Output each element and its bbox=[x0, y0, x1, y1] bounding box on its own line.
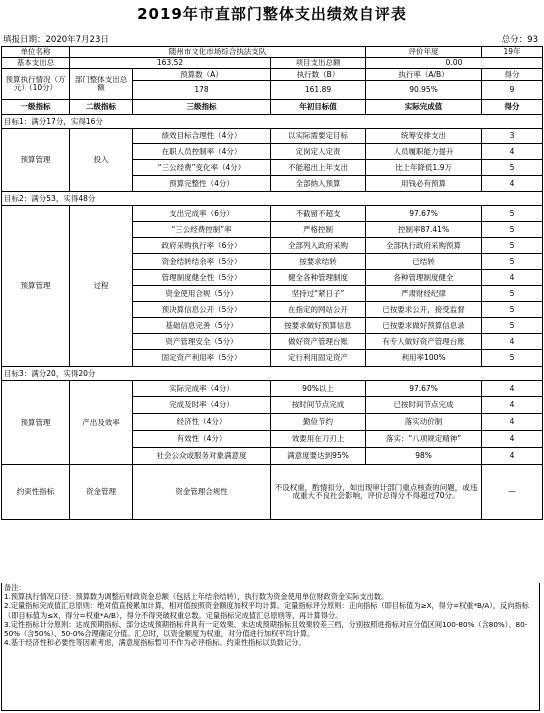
actual-cell: 严肃财经纪律 bbox=[366, 286, 482, 302]
score-cell: 5 bbox=[482, 350, 543, 367]
target-cell: 定行利用固定资产 bbox=[271, 350, 366, 367]
year-label: 评价年度 bbox=[366, 47, 482, 58]
level2-cell: 过程 bbox=[70, 206, 133, 367]
table-row bbox=[2, 206, 543, 222]
score-cell: 5 bbox=[482, 302, 543, 318]
score-cell: 4 bbox=[482, 397, 543, 414]
indicator-cell: 支出完成率（6分） bbox=[133, 206, 271, 222]
section1-heading-row bbox=[2, 115, 543, 129]
target-cell: 在指定的网站公开 bbox=[271, 302, 366, 318]
actual-cell: 已按要求公开，接受监督 bbox=[366, 302, 482, 318]
actual-cell: 已按时间节点完成 bbox=[366, 397, 482, 414]
target-cell: 按要求结转 bbox=[271, 254, 366, 270]
col-header: 一级指标 bbox=[2, 100, 70, 115]
constraint-level3: 资金管理合规性 bbox=[133, 465, 271, 520]
indicator-cell: “三公经费控制”率 bbox=[133, 222, 271, 238]
actual-cell: 统筹安排支出 bbox=[366, 129, 482, 144]
score-cell: 4 bbox=[482, 381, 543, 397]
actual-cell: 97.67% bbox=[366, 381, 482, 397]
budget-label: 预算执行情况（万元）（10分） bbox=[2, 69, 70, 100]
budget-header-row bbox=[2, 69, 543, 81]
col-header: 二级指标 bbox=[70, 100, 133, 115]
indicator-cell: 资金结转结余率（5分） bbox=[133, 254, 271, 270]
indicator-cell: “三公经费”变化率（4分） bbox=[133, 160, 271, 176]
constraint-level2: 资金管理 bbox=[70, 465, 133, 520]
evaluation-table bbox=[1, 46, 543, 520]
note-item: 4.基于经济性和必要性等因素考虑，满意度指标暂可不作为必评指标。约束性指标以负数记分。 bbox=[4, 638, 306, 648]
level1-cell: 预算管理 bbox=[2, 206, 70, 367]
indicator-cell: 社会公众或服务对象满意度 bbox=[133, 448, 271, 465]
header-row-unit bbox=[2, 47, 543, 58]
level2-cell: 投入 bbox=[70, 129, 133, 192]
score-cell: 4 bbox=[482, 414, 543, 431]
target-cell: 效要用在刀刃上 bbox=[271, 431, 366, 448]
col-header: 实际完成值 bbox=[366, 100, 482, 115]
year-value: 19年 bbox=[482, 47, 543, 58]
score-cell: 4 bbox=[482, 270, 543, 286]
target-cell: 以实际需要定目标 bbox=[271, 129, 366, 144]
target-cell: 健全各种管理制度 bbox=[271, 270, 366, 286]
note-item: 2.定量指标完成值汇总原则：绝对值直接累加计算，相对值按照资金额度加权平均计算。定量指标评分原则：正向指标（即目标值为≥X，得分=权重*B/A），反向指标（即目标值为≤X，得分=权重*A/B），得分不得突破权重总数。定量指标完成值汇总原则等，再计算得分。 bbox=[4, 601, 529, 620]
target-cell: 不能超出上年支出 bbox=[271, 160, 366, 176]
level1-cell: 预算管理 bbox=[2, 129, 70, 192]
indicator-cell: 实际完成率（4分） bbox=[133, 381, 271, 397]
unit-label: 单位名称 bbox=[2, 47, 70, 58]
target-cell: 90%以上 bbox=[271, 381, 366, 397]
indicator-cell: 在职人员控制率（4分） bbox=[133, 144, 271, 160]
indicator-cell: 预算完整性（4分） bbox=[133, 176, 271, 192]
col-rate: 执行率（A/B） bbox=[366, 69, 482, 81]
column-header-row bbox=[2, 100, 543, 115]
val-score: 9 bbox=[482, 81, 543, 100]
header-row-basic bbox=[2, 58, 543, 69]
project-value: 0.00 bbox=[366, 58, 543, 69]
notes bbox=[1, 583, 540, 711]
indicator-cell: 固定资产利用率（5分） bbox=[133, 350, 271, 367]
actual-cell: 控制率87.41% bbox=[366, 222, 482, 238]
note-item: 1.预算执行情况口径：预算数为调整后财政资金总额（包括上年结余结转），执行数为资金使用单位财政资金实际支出数。 bbox=[4, 592, 389, 602]
target-cell: 全部纳入预算 bbox=[271, 176, 366, 192]
col-exec: 执行数（B） bbox=[271, 69, 366, 81]
section1-heading: 目标1：满分17分，实得16分 bbox=[2, 115, 543, 129]
total-score: 总分：93 bbox=[501, 35, 538, 45]
target-cell: 全部列入政府采购 bbox=[271, 238, 366, 254]
score-cell: 3 bbox=[482, 129, 543, 144]
table-row bbox=[2, 129, 543, 144]
score-cell: 4 bbox=[482, 431, 543, 448]
actual-cell: 人员履职能力提升 bbox=[366, 144, 482, 160]
indicator-cell: 管理制度健全性（5分） bbox=[133, 270, 271, 286]
actual-cell: 98% bbox=[366, 448, 482, 465]
score-cell: 5 bbox=[482, 254, 543, 270]
indicator-cell: 完成及时率（4分） bbox=[133, 397, 271, 414]
target-cell: 满意度要达到95% bbox=[271, 448, 366, 465]
indicator-cell: 资产管理安全（5分） bbox=[133, 334, 271, 350]
val-rate: 90.95% bbox=[366, 81, 482, 100]
indicator-cell: 资金使用合规（5分） bbox=[133, 286, 271, 302]
actual-cell: 全部执行政府采购预算 bbox=[366, 238, 482, 254]
target-cell: 严格控制 bbox=[271, 222, 366, 238]
col-budget: 预算数（A） bbox=[133, 69, 271, 81]
section3-heading-row bbox=[2, 367, 543, 381]
basic-value: 163.52 bbox=[70, 58, 271, 69]
dept-total-label: 部门整体支出总额 bbox=[70, 69, 133, 100]
score-cell: 5 bbox=[482, 222, 543, 238]
col-header: 年初目标值 bbox=[271, 100, 366, 115]
target-cell: 定岗定人定责 bbox=[271, 144, 366, 160]
val-exec: 161.89 bbox=[271, 81, 366, 100]
target-cell: 做好资产管理台账 bbox=[271, 334, 366, 350]
col-header: 三级指标 bbox=[133, 100, 271, 115]
col-header: 得分 bbox=[482, 100, 543, 115]
score-cell: 5 bbox=[482, 238, 543, 254]
score-cell: 4 bbox=[482, 448, 543, 465]
actual-cell: 利用率100% bbox=[366, 350, 482, 367]
col-score: 得分 bbox=[482, 69, 543, 81]
fill-date: 填报日期：2020年7月23日 bbox=[3, 35, 109, 45]
indicator-cell: 基础信息完善（5分） bbox=[133, 318, 271, 334]
indicator-cell: 绩效目标合理性（4分） bbox=[133, 129, 271, 144]
section2-heading: 目标2：满分53，实得48分 bbox=[2, 192, 543, 206]
target-cell: 勤俭节约 bbox=[271, 414, 366, 431]
constraint-label: 约束性指标 bbox=[2, 465, 70, 520]
notes-title: 备注： bbox=[4, 583, 26, 592]
section3-heading: 目标3：满分20，实得20分 bbox=[2, 367, 543, 381]
score-cell: 5 bbox=[482, 286, 543, 302]
target-cell: 不截留不超支 bbox=[271, 206, 366, 222]
actual-cell: 已按要求做好预算信息录 bbox=[366, 318, 482, 334]
actual-cell: 比上年降低1.9万 bbox=[366, 160, 482, 176]
table-row bbox=[2, 381, 543, 397]
note-item: 3.定性指标计分原则：达成预期指标、部分达成预期指标并具有一定效果、未达成预期指标且效果较差三档，分别按照进指标对应分值区间100-80%（含80%）、80-50%（含50%）、50-0%合理确定分值。汇总时，以资金额度为权重，对分值进行加权平均计算。 bbox=[4, 619, 528, 639]
level1-cell: 预算管理 bbox=[2, 381, 70, 465]
target-cell: 坚持过“紧日子” bbox=[271, 286, 366, 302]
target-cell: 按时间节点完成 bbox=[271, 397, 366, 414]
actual-cell: 97.67% bbox=[366, 206, 482, 222]
indicator-cell: 经济性（4分） bbox=[133, 414, 271, 431]
unit-name: 随州市文化市场综合执法支队 bbox=[70, 47, 366, 58]
basic-label: 基本支出总 bbox=[2, 58, 70, 69]
actual-cell: 已结转 bbox=[366, 254, 482, 270]
actual-cell: 落实：“八项规定精神” bbox=[366, 431, 482, 448]
target-cell: 按要求做好预算信息 bbox=[271, 318, 366, 334]
score-cell: 4 bbox=[482, 334, 543, 350]
indicator-cell: 预决算信息公开（5分） bbox=[133, 302, 271, 318]
level2-cell: 产出及效率 bbox=[70, 381, 133, 465]
section2-heading-row bbox=[2, 192, 543, 206]
project-label: 项目支出总额 bbox=[271, 58, 366, 69]
constraint-row bbox=[2, 465, 543, 520]
actual-cell: 各种管理制度健全 bbox=[366, 270, 482, 286]
score-cell: 4 bbox=[482, 144, 543, 160]
constraint-score: — bbox=[482, 465, 543, 520]
actual-cell: 用钱必有预算 bbox=[366, 176, 482, 192]
indicator-cell: 政府采购执行率（6分） bbox=[133, 238, 271, 254]
actual-cell: 落实动价制 bbox=[366, 414, 482, 431]
indicator-cell: 有效性（4分） bbox=[133, 431, 271, 448]
score-cell: 5 bbox=[482, 318, 543, 334]
constraint-text: 不设权重，酌情扣分，如出现审计部门重点核查的问题，或违成重大不良社会影响，评价总得分不得超过70分。 bbox=[271, 465, 482, 520]
val-budget: 178 bbox=[133, 81, 271, 100]
actual-cell: 有专人做好资产管理台账 bbox=[366, 334, 482, 350]
score-cell: 5 bbox=[482, 160, 543, 176]
score-cell: 4 bbox=[482, 176, 543, 192]
page-title: 2019年市直部门整体支出绩效自评表 bbox=[137, 5, 407, 23]
score-cell: 5 bbox=[482, 206, 543, 222]
